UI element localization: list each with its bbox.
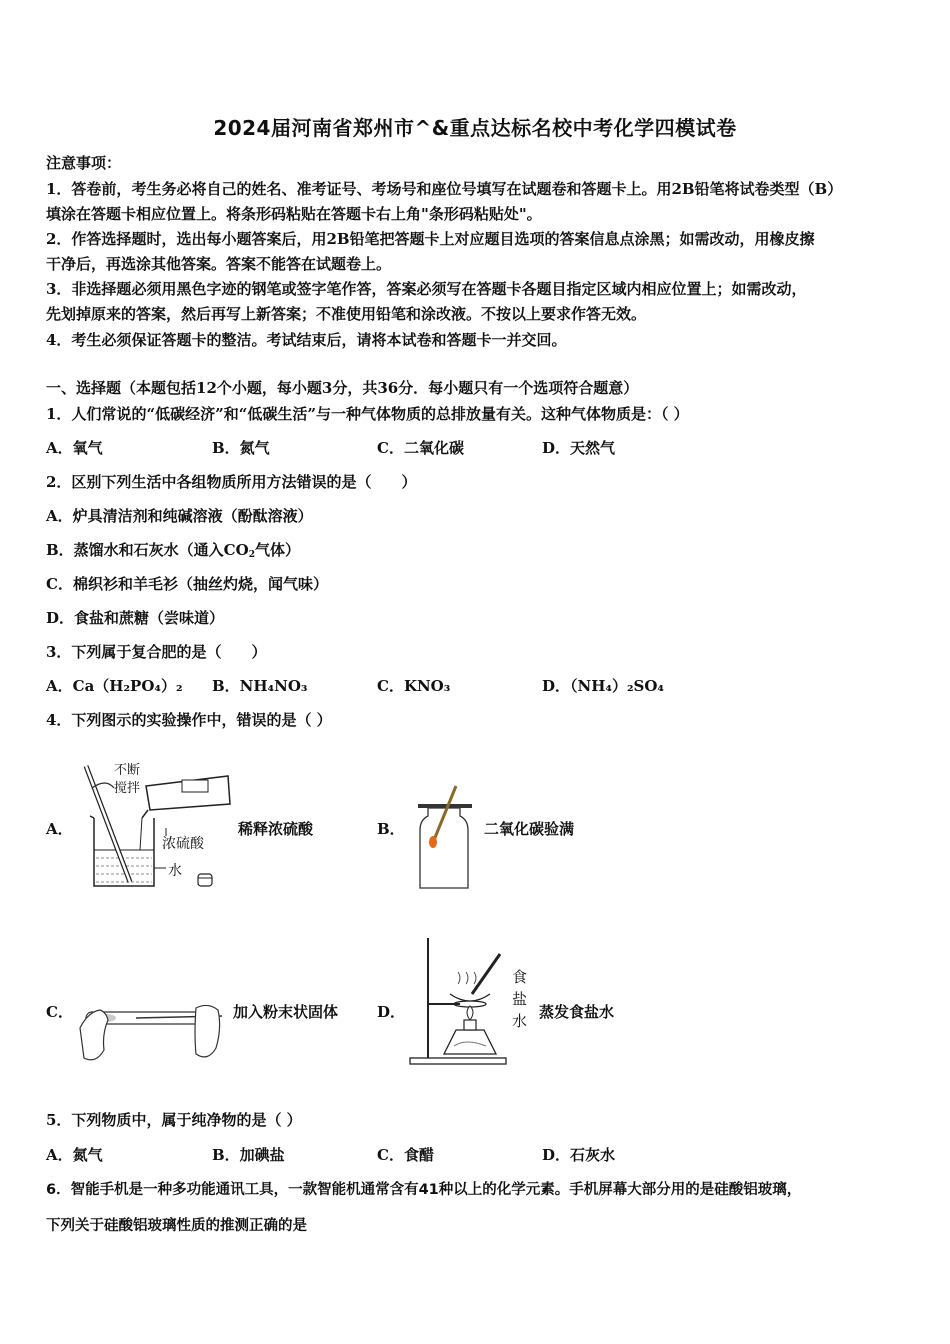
notice-line: 2．作答选择题时，选出每小题答案后，用2B铅笔把答题卡上对应题目选项的答案信息点涂黑；如需改动，用橡皮擦 — [46, 230, 815, 248]
q3-option-d: D．（NH₄）₂SO₄ — [542, 677, 664, 695]
q4-option-c-letter: C． — [46, 1003, 73, 1021]
question-1-stem: 1．人们常说的“低碳经济”和“低碳生活”与一种气体物质的总排放量有关。这种气体物质是：（ ） — [46, 405, 689, 423]
q2-subscript: 2 — [248, 550, 255, 560]
q2-option-b-text: B．蒸馏水和石灰水（通入CO — [46, 541, 249, 559]
q5-option-a: A．氮气 — [46, 1146, 103, 1164]
notice-line: 干净后，再选涂其他答案。答案不能答在试题卷上。 — [46, 255, 392, 273]
q3-option-c: C．KNO₃ — [377, 677, 451, 695]
q2-option-a: A．炉具清洁剂和纯碱溶液（酚酞溶液） — [46, 507, 313, 525]
powder-figure — [76, 998, 226, 1068]
note-text: 水 — [168, 863, 182, 879]
note-text: 食 — [512, 968, 528, 986]
q1-option-c: C．二氧化碳 — [377, 439, 464, 457]
q4-option-d-letter: D． — [377, 1003, 406, 1021]
q1-option-d: D．天然气 — [542, 439, 616, 457]
note-text: 不断 — [114, 763, 141, 778]
notice-line: 4．考生必须保证答题卡的整洁。考试结束后，请将本试卷和答题卡一并交回。 — [46, 331, 567, 349]
q3-option-b: B．NH₄NO₃ — [212, 677, 308, 695]
q4-option-d-label: 蒸发食盐水 — [539, 1003, 615, 1021]
q4-option-b-label: 二氧化碳验满 — [484, 820, 575, 838]
q2-option-d: D．食盐和蔗糖（尝味道） — [46, 609, 225, 627]
note-text: 水 — [512, 1012, 528, 1030]
q4-option-a-label: 稀释浓硫酸 — [238, 820, 314, 838]
q4-option-b-letter: B． — [377, 820, 405, 838]
notice-line: 3．非选择题必须用黑色字迹的钢笔或签字笔作答，答案必须写在答题卡各题目指定区域内相应位置上；如需改动， — [46, 280, 807, 298]
question-6-stem-continued: 下列关于硅酸铝玻璃性质的推测正确的是 — [46, 1218, 307, 1234]
page-title: 2024届河南省郑州市^&重点达标名校中考化学四模试卷 — [213, 116, 737, 140]
q2-option-b-suffix: 气体） — [254, 541, 300, 559]
question-4-stem: 4．下列图示的实验操作中，错误的是（ ） — [46, 711, 332, 729]
question-2-stem: 2．区别下列生活中各组物质所用方法错误的是（ ） — [46, 473, 417, 491]
question-3-stem: 3．下列属于复合肥的是（ ） — [46, 643, 267, 661]
q1-option-a: A．氧气 — [46, 439, 103, 457]
question-5-stem: 5．下列物质中，属于纯净物的是（ ） — [46, 1111, 302, 1129]
q5-option-d: D．石灰水 — [542, 1146, 616, 1164]
note-text: 盐 — [512, 990, 528, 1008]
note-text: 浓硫酸 — [162, 836, 204, 852]
q2-option-c: C．棉织衫和羊毛衫（抽丝灼烧，闻气味） — [46, 575, 328, 593]
note-text: 搅拌 — [114, 781, 141, 796]
notice-heading: 注意事项： — [46, 154, 122, 172]
q1-option-b: B．氮气 — [212, 439, 270, 457]
q4-option-c-label: 加入粉末状固体 — [233, 1003, 339, 1021]
q4-option-a-letter: A． — [46, 820, 73, 838]
notice-line: 1．答卷前，考生务必将自己的姓名、准考证号、考场号和座位号填写在试题卷和答题卡上。用2B铅笔将试卷类型（B） — [46, 180, 843, 198]
dilute-acid-figure — [78, 758, 238, 893]
notice-line: 填涂在答题卡相应位置上。将条形码粘贴在答题卡右上角"条形码粘贴处"。 — [46, 205, 542, 223]
notice-line: 先划掉原来的答案，然后再写上新答案；不准使用铅笔和涂改液。不按以上要求作答无效。 — [46, 305, 647, 323]
evaporation-figure — [406, 934, 534, 1068]
q3-option-a: A．Ca（H₂PO₄）₂ — [46, 677, 183, 695]
q5-option-c: C．食醋 — [377, 1146, 434, 1164]
q5-option-b: B．加碘盐 — [212, 1146, 285, 1164]
question-6-stem: 6．智能手机是一种多功能通讯工具，一款智能机通常含有41种以上的化学元素。手机屏幕大部分用的是硅酸铝玻璃， — [46, 1182, 802, 1198]
section-heading: 一、选择题（本题包括12个小题，每小题3分，共36分．每小题只有一个选项符合题意） — [46, 379, 639, 397]
q2-option-b — [46, 539, 300, 560]
co2-test-figure — [412, 782, 478, 894]
